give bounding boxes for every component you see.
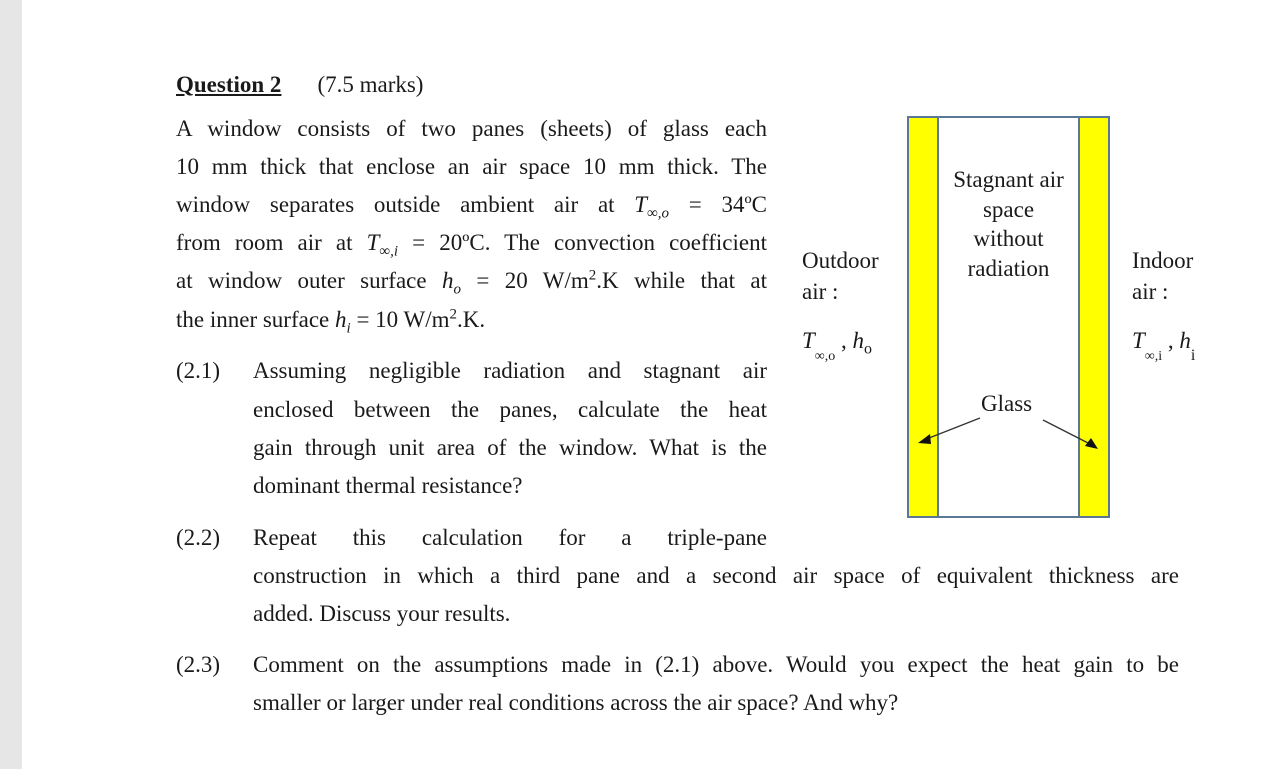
q21-number: (2.1) xyxy=(176,358,221,383)
intro-line-1: A window consists of two panes (sheets) of glass each xyxy=(176,116,767,141)
intro-line-5: at window outer surface $h_o = 20$ $W/m^2.K$ while that at xyxy=(176,267,768,298)
right-arrow-line xyxy=(1043,420,1090,444)
q23-line-1: Comment on the assumptions made in (2.1) above. Would you expect the heat gain to be xyxy=(253,652,1179,677)
q21-line-3: gain through unit area of the window. What is the xyxy=(253,435,767,460)
outdoor-conditions: $T_{\infty,o}$ , $h_o$ xyxy=(802,328,873,364)
air-space-label: Stagnant air space without radiation xyxy=(953,167,1064,281)
q21-line-2: enclosed between the panes, calculate the heat xyxy=(253,397,767,422)
question-title-line xyxy=(176,70,423,100)
q22-line-1: Repeat this calculation for a triple-pane xyxy=(253,525,767,550)
q22-line-2: construction in which a third pane and a second air space of equivalent thickness are xyxy=(253,563,1179,588)
intro-line-2: 10 mm thick that enclose an air space 10 mm thick. The xyxy=(176,154,767,179)
intro-line-6: the inner surface $h_i = 10$ $W/m^2.K$. xyxy=(176,306,486,337)
intro-line-3: window separates outside ambient air at $T_{\infty,o}$ = 34ºC xyxy=(176,192,767,222)
q21-line-4: dominant thermal resistance? xyxy=(253,473,523,498)
q21-line-1: Assuming negligible radiation and stagnant air xyxy=(253,358,767,383)
intro-line-4: from room air at $T_{\infty,i}$ = 20ºC. The convection coefficient xyxy=(176,230,767,260)
q22-line-3: added. Discuss your results. xyxy=(253,601,511,626)
q22-number: (2.2) xyxy=(176,525,221,550)
outdoor-label-2: air : xyxy=(802,279,839,304)
indoor-conditions: $T_{\infty,i}$ , $h_i$ xyxy=(1132,328,1196,364)
q23-number: (2.3) xyxy=(176,652,221,677)
question-title: Question 2 xyxy=(176,72,282,97)
q23-line-2: smaller or larger under real conditions across the air space? And why? xyxy=(253,690,899,715)
left-arrow-line xyxy=(924,418,980,440)
indoor-label-1: Indoor xyxy=(1132,248,1194,273)
glass-pointer-arrows xyxy=(900,400,1120,460)
glass-label: Glass xyxy=(981,391,1033,416)
indoor-label-2: air : xyxy=(1132,279,1169,304)
question-marks: (7.5 marks) xyxy=(317,72,424,97)
left-arrowhead xyxy=(918,434,931,444)
page-side-margin xyxy=(0,0,22,769)
outdoor-label-1: Outdoor xyxy=(802,248,879,273)
right-arrowhead xyxy=(1085,438,1098,449)
